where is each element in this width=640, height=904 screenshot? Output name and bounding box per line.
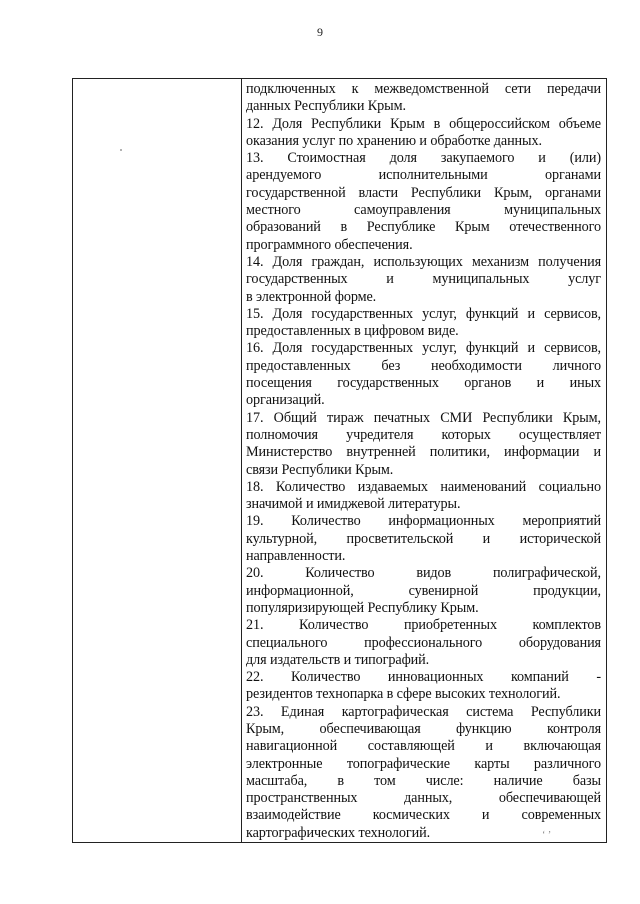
text-line: предоставленных без необходимости личного: [246, 357, 601, 374]
list-item: [246, 254, 601, 306]
text-line: местного самоуправления муниципальных: [246, 202, 601, 219]
text-line: государственных и муниципальных услуг: [246, 271, 601, 288]
text-line: 15. Доля государственных услуг, функций и сервисов,: [246, 305, 601, 322]
table-left-column: [73, 79, 242, 842]
list-item: [246, 306, 601, 341]
text-line: 16. Доля государственных услуг, функций и сервисов,: [246, 340, 601, 357]
text-line: программного обеспечения.: [246, 236, 413, 253]
list-item: [246, 704, 601, 842]
text-line: полномочия учредителя которых осуществляет: [246, 426, 601, 443]
text-line: направленности.: [246, 548, 346, 565]
text-line: 18. Количество издаваемых наименований социально: [246, 478, 601, 495]
list-item: [246, 479, 601, 514]
text-line: 17. Общий тираж печатных СМИ Республики Крым,: [246, 409, 601, 426]
text-line: 23. Единая картографическая система Республики: [246, 703, 601, 720]
text-line: Крым, обеспечивающая функцию контроля: [246, 720, 601, 737]
text-line: электронные топографические карты различного: [246, 755, 601, 772]
text-line: оказания услуг по хранению и обработке данных.: [246, 132, 542, 149]
list-item: [246, 340, 601, 409]
text-line: пространственных данных, обеспечивающей: [246, 790, 601, 807]
text-line: данных Республики Крым.: [246, 98, 406, 115]
list-item: [246, 617, 601, 669]
text-line: взаимодействие космических и современных: [246, 807, 601, 824]
list-item: [246, 150, 601, 254]
text-line: для издательств и типографий.: [246, 651, 430, 668]
text-line: специального профессионального оборудования: [246, 634, 601, 651]
text-line: масштаба, в том числе: наличие базы: [246, 772, 601, 789]
text-line: Министерство внутренней политики, информации и: [246, 444, 601, 461]
text-line: 14. Доля граждан, использующих механизм получения: [246, 253, 601, 270]
text-line: 19. Количество информационных мероприятий: [246, 513, 601, 530]
list-item: [246, 81, 601, 116]
text-line: организаций.: [246, 392, 325, 409]
text-line: значимой и имиджевой литературы.: [246, 496, 461, 513]
text-line: информационной, сувенирной продукции,: [246, 582, 601, 599]
list-item: [246, 410, 601, 479]
page-number: 9: [317, 25, 323, 39]
text-line: 20. Количество видов полиграфической,: [246, 565, 601, 582]
text-line: культурной, просветительской и исторической: [246, 530, 601, 547]
text-line: резидентов технопарка в сфере высоких технологий.: [246, 686, 561, 703]
text-line: подключенных к межведомственной сети передачи: [246, 81, 601, 97]
text-line: образований в Республике Крым отечественного: [246, 219, 601, 236]
list-item: [246, 513, 601, 565]
text-line: 13. Стоимостная доля закупаемого и (или): [246, 150, 601, 167]
scan-dot: [120, 149, 122, 151]
text-line: государственной власти Республики Крым, органами: [246, 184, 601, 201]
text-line: посещения государственных органов и иных: [246, 375, 601, 392]
text-line: арендуемого исполнительными органами: [246, 167, 601, 184]
list-item: [246, 565, 601, 617]
text-line: 12. Доля Республики Крым в общероссийском объеме: [246, 115, 601, 132]
list-item: [246, 116, 601, 151]
indicators-table: [72, 78, 607, 843]
table-right-column: [242, 79, 606, 842]
text-line: в электронной форме.: [246, 288, 377, 305]
text-line: 22. Количество инновационных компаний -: [246, 669, 601, 686]
list-item: [246, 669, 601, 704]
text-line: навигационной составляющей и включающая: [246, 738, 601, 755]
text-line: связи Республики Крым.: [246, 461, 394, 478]
text-line: картографических технологий.: [246, 824, 431, 841]
scan-mark: ‘ ’: [542, 830, 552, 841]
text-line: предоставленных в цифровом виде.: [246, 323, 459, 340]
text-line: 21. Количество приобретенных комплектов: [246, 617, 601, 634]
text-line: популяризирующей Республику Крым.: [246, 599, 479, 616]
